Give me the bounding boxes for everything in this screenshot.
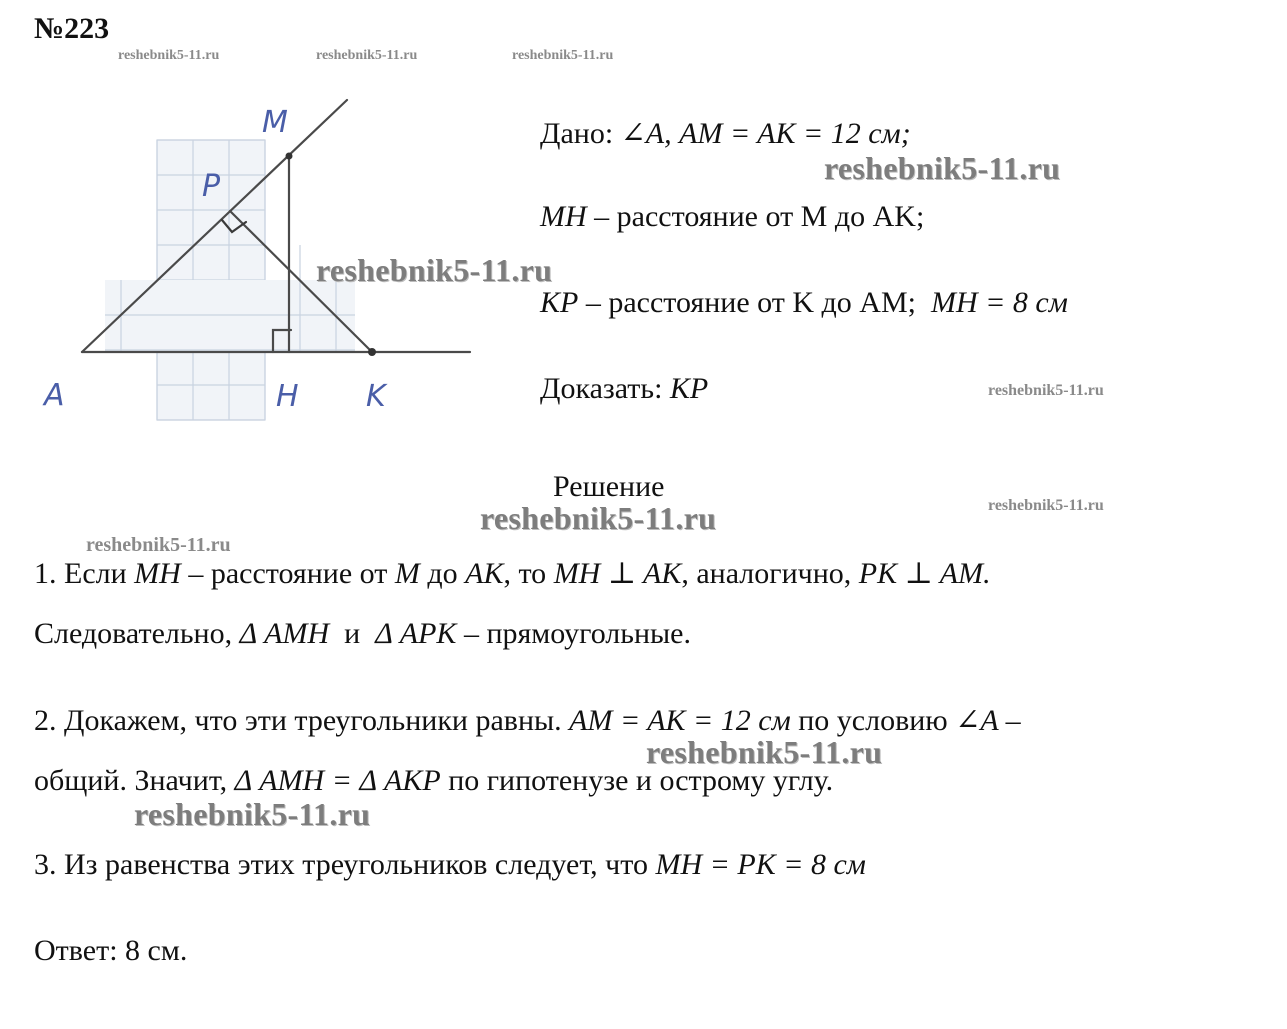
point-m — [286, 153, 293, 160]
given-line-1 — [540, 116, 911, 151]
text: общий. Значит, — [34, 764, 228, 797]
given-line-3 — [540, 286, 1068, 320]
label-m: M — [262, 105, 288, 140]
text: и — [344, 617, 361, 650]
watermark-small: reshebnik5-11.ru — [512, 48, 614, 63]
watermark-small: reshebnik5-11.ru — [988, 497, 1104, 514]
text: , аналогично, — [681, 557, 852, 590]
given-equality: AM = AK = 12 см; — [679, 117, 911, 150]
point-k — [368, 348, 376, 356]
watermark-big: reshebnik5-11.ru — [646, 734, 883, 770]
prove-line — [540, 372, 708, 406]
text: 1. Если — [34, 557, 127, 590]
text: PK ⊥ AM. — [858, 557, 991, 590]
text: до — [427, 557, 458, 590]
given-label: Дано: — [540, 117, 614, 150]
step-3 — [34, 848, 866, 882]
text: AM = AK = 12 см — [569, 704, 791, 737]
watermark-small: reshebnik5-11.ru — [118, 48, 220, 63]
label-a: A — [44, 378, 65, 413]
text: Δ AMH = Δ AKP — [234, 764, 441, 797]
given-kp: KP — [540, 286, 579, 319]
text: AK — [465, 557, 504, 590]
watermark-big: reshebnik5-11.ru — [824, 150, 1061, 186]
answer: Ответ: 8 см. — [34, 934, 188, 967]
step-2-line-1 — [34, 703, 1021, 738]
watermark-big: reshebnik5-11.ru — [134, 796, 371, 832]
text: – прямоугольные. — [463, 617, 691, 650]
given-line-2 — [540, 200, 924, 234]
watermark-small: reshebnik5-11.ru — [86, 534, 231, 556]
text: 3. Из равенства этих треугольников следует, что — [34, 848, 648, 881]
given-kp-desc: – расстояние от K до AM; — [585, 286, 916, 319]
text: MH = PK = 8 см — [655, 848, 866, 881]
text: MH — [134, 557, 181, 590]
given-mh-desc: – расстояние от M до AK; — [594, 200, 925, 233]
label-h: H — [276, 379, 299, 414]
text: , то — [503, 557, 547, 590]
prove-label: Доказать: — [540, 372, 663, 405]
solution-heading: Решение — [553, 470, 665, 503]
text: MH ⊥ AK — [553, 557, 682, 590]
step-1-line-1 — [34, 556, 991, 591]
watermark-big: reshebnik5-11.ru — [316, 252, 553, 288]
text: Следовательно, — [34, 617, 233, 650]
watermark-big: reshebnik5-11.ru — [480, 500, 717, 536]
given-mh: MH — [540, 200, 587, 233]
prove-value: KP — [669, 372, 709, 405]
step-1-line-2 — [34, 617, 691, 651]
text: Δ APK — [375, 617, 457, 650]
text: по условию — [798, 704, 948, 737]
given-mh-value: MH = 8 см — [930, 286, 1068, 319]
text: Δ AMH — [239, 617, 330, 650]
given-angle: ∠A, — [620, 117, 672, 150]
text: ∠A – — [955, 704, 1021, 737]
watermark-small: reshebnik5-11.ru — [316, 48, 418, 63]
text: по гипотенузе и острому углу. — [448, 764, 834, 797]
text: M — [394, 557, 420, 590]
step-2-line-2 — [34, 764, 833, 798]
label-p: P — [202, 169, 221, 204]
problem-number: №223 — [34, 12, 110, 45]
watermark-small: reshebnik5-11.ru — [988, 382, 1104, 399]
text: 2. Докажем, что эти треугольники равны. — [34, 704, 562, 737]
text: – расстояние от — [188, 557, 388, 590]
label-k: K — [366, 379, 386, 414]
